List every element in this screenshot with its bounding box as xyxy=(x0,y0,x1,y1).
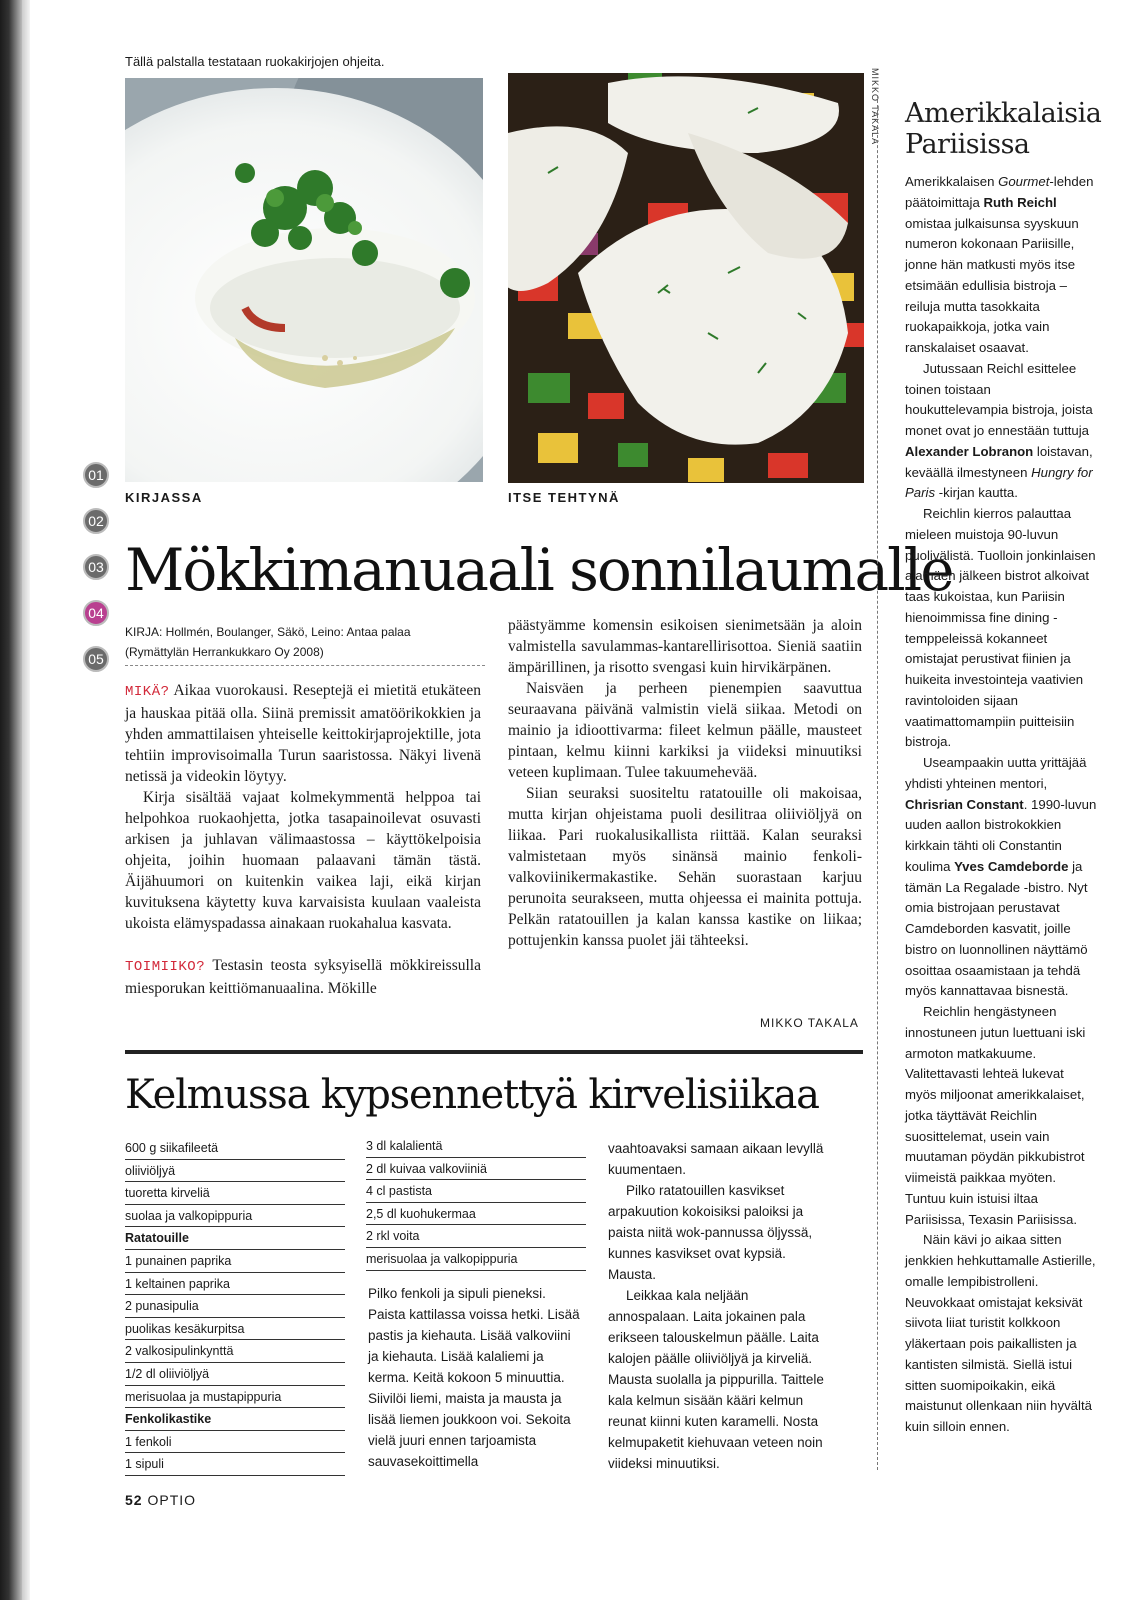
photo-book-dish-illustration xyxy=(125,78,483,482)
ingredient-subheading: Fenkolikastike xyxy=(125,1408,345,1431)
magazine-name: OPTIO xyxy=(147,1492,197,1508)
keyword-what: MIKÄ? xyxy=(125,684,170,700)
photo-book-dish xyxy=(125,78,483,482)
article-column-1 xyxy=(125,680,481,999)
photo-credit: MIKKO TAKALA xyxy=(870,68,880,146)
ingredient-item: puolikas kesäkurpitsa xyxy=(125,1318,345,1341)
ingredient-item: 2 rkl voita xyxy=(366,1225,586,1248)
recipe-method-text: Pilko ratatouillen kasvikset arpakuution kokoisiksi paloiksi ja paista niitä wok-pannussa öljyssä, kunnes kasvikset ovat kypsiä. Mausta. xyxy=(608,1183,813,1282)
article-paragraph-4: päästyämme komensin esikoisen sienimetsään ja aloin valmistella savulammas-kantarellirisottoa. Sieniä saatiin ämpärillinen, ja risotto svengasi kuin hirvikärpänen. xyxy=(508,617,862,676)
page-number: 52 xyxy=(125,1492,143,1508)
column-tagline: Tällä palstalla testataan ruokakirjojen ohjeita. xyxy=(125,54,385,69)
book-info-line2: (Rymättylän Herrankukkaro Oy 2008) xyxy=(125,645,324,659)
article-column-2 xyxy=(508,615,862,951)
section-label-book: KIRJASSA xyxy=(125,490,203,505)
article-paragraph-3: Testasin teosta syksyisellä mökkireissulla miesporukan keittiömanuaalina. Mökille xyxy=(125,957,481,997)
recipe-method-text: Pilko fenkoli ja sipuli pieneksi. Paista kattilassa voissa hetki. Lisää pastis ja kiehauta. Lisää valkoviini ja kiehauta. Lisää kalaliemi ja kerma. Keitä kokoon 5 minuuttia. Siivilöi liemi, maista ja mausta ja lisää liemen joukkoon voi. Sekoita vielä juuri ennen tarjoamista sauvasekoittimella xyxy=(368,1286,580,1469)
sidebar-title xyxy=(905,98,1101,160)
article-paragraph-2: Kirja sisältää vajaat kolmekymmentä helppoa tai helpohkoa ruokaohjetta, jotka tasapainoilevat osuvasti arkisen ja juhlavan välimaastossa – käyttökelpoisia ohjeita, joihin huomaan palaavani tämän tästä. Äijähuumori on kuitenkin vaikea laji, eikä kirjan kuvituksena käytetty kuva karvaisista kuulaan vaaleista ukoista elämyspadassa ainakaan ruokahalua kasvata. xyxy=(125,789,481,932)
issue-number-list xyxy=(83,462,109,692)
article-paragraph-6: Siian seuraksi suositeltu ratatouille oli makoisaa, mutta kirjan ohjeistama puoli desilitraa oliiviöljyä on liikaa. Pari ruokalusikallista riittää. Kalan seuraksi valmistetaan myös sinänsä mainio fenkoli-valkoviinikermakastike. Sehän suorastaan karjuu perunoita seurakseen, mutta ohjeessa ei mainita pottuja. Pelkän ratatouillen ja kalan kanssa kastike on liikaa; pottujenkin kanssa puolet jäi tähteeksi. xyxy=(508,785,862,949)
article-headline: Mökkimanuaali sonnilaumalle xyxy=(125,536,953,604)
recipe-method-text: Leikkaa kala neljään annospalaan. Laita jokainen pala erikseen talouskelmun päälle. Laita kalojen päälle oliiviöljyä ja kirveliä. Mausta suolalla ja pippurilla. Taittele kala kelmun sisään kääri kelmun reunat kiinni kuten karamelli. Nosta kelmupaketit kiehuvaan veteen noin viideksi minuutiksi. xyxy=(608,1288,824,1471)
ingredient-item: 2,5 dl kuohukermaa xyxy=(366,1203,586,1226)
ingredient-list-1 xyxy=(125,1137,345,1476)
ingredient-item: 2 dl kuivaa valkoviiniä xyxy=(366,1158,586,1181)
article-paragraph-5: Naisväen ja perheen pienempien saavuttua seuraavana päivänä valmistin vielä siikaa. Metodi on mainio ja idioottivarma: fileet kelmun päälle, mausteet pintaan, kelmu kiinni karkiksi ja viideksi minuutiksi veteen kuplimaan. Tulee takuumehevää. xyxy=(508,680,862,781)
ingredient-item: 600 g siikafileetä xyxy=(125,1137,345,1160)
ingredient-item: 2 valkosipulinkynttä xyxy=(125,1340,345,1363)
ingredient-item: tuoretta kirveliä xyxy=(125,1182,345,1205)
ingredient-item: oliiviöljyä xyxy=(125,1160,345,1183)
page-footer xyxy=(125,1492,196,1508)
article-author: MIKKO TAKALA xyxy=(760,1016,859,1030)
ingredient-item: merisuolaa ja mustapippuria xyxy=(125,1386,345,1409)
recipe-method-sauce xyxy=(368,1283,580,1472)
ingredient-item: merisuolaa ja valkopippuria xyxy=(366,1248,586,1271)
page-spine-shadow xyxy=(0,0,22,1600)
photo-homemade-dish xyxy=(508,73,864,483)
ingredient-item: 1 punainen paprika xyxy=(125,1250,345,1273)
issue-number-02: 02 xyxy=(83,508,109,534)
ingredient-subheading: Ratatouille xyxy=(125,1227,345,1250)
ingredient-item: 3 dl kalalientä xyxy=(366,1135,586,1158)
issue-number-01: 01 xyxy=(83,462,109,488)
ingredient-list-2 xyxy=(366,1135,586,1271)
ingredient-item: 1 keltainen paprika xyxy=(125,1273,345,1296)
sidebar-title-line1: Amerikkalaisia xyxy=(905,98,1102,129)
issue-number-05: 05 xyxy=(83,646,109,672)
recipe-title: Kelmussa kypsennettyä kirvelisiikaa xyxy=(125,1072,819,1118)
page-spine-highlight xyxy=(22,0,30,1600)
ingredient-item: 1/2 dl oliiviöljyä xyxy=(125,1363,345,1386)
sidebar-title-line2: Pariisissa xyxy=(905,129,1030,160)
keyword-does-it-work: TOIMIIKO? xyxy=(125,959,206,975)
book-info xyxy=(125,622,495,662)
ingredient-item: 4 cl pastista xyxy=(366,1180,586,1203)
ingredient-item: suolaa ja valkopippuria xyxy=(125,1205,345,1228)
section-label-homemade: ITSE TEHTYNÄ xyxy=(508,490,620,505)
issue-number-03: 03 xyxy=(83,554,109,580)
ingredient-item: 1 sipuli xyxy=(125,1453,345,1476)
photo-homemade-dish-illustration xyxy=(508,73,864,483)
ingredient-item: 2 punasipulia xyxy=(125,1295,345,1318)
sidebar-divider xyxy=(877,95,878,1470)
dashed-divider xyxy=(125,665,485,666)
issue-number-04-active: 04 xyxy=(83,600,109,626)
section-rule xyxy=(125,1050,863,1054)
ingredient-item: 1 fenkoli xyxy=(125,1431,345,1454)
article-paragraph-1: Aikaa vuorokausi. Reseptejä ei mietitä etukäteen ja hauskaa pitää olla. Siinä premissit amatöörikokkien ja yhden ammattilaisen yhteiselle keittokirjaprojektille, jota tehtiin improvisoimalla Turun saaristossa. Näkyi livenä netissä ja videokin löytyy. xyxy=(125,682,481,785)
recipe-method-fish xyxy=(608,1138,826,1474)
book-info-line1: KIRJA: Hollmén, Boulanger, Säkö, Leino: Antaa palaa xyxy=(125,625,411,639)
sidebar-body: Amerikkalaisen Gourmet-lehden päätoimittaja Ruth Reichl omistaa julkaisunsa syyskuun numeron kokonaan Pariisille, jonne hän matkusti myös itse etsimään edullisia bistroja – reiluja mutta tasokkaita ruokapaikkoja, jotka vain ranskalaiset osaavat. Jutussaan Reichl esittelee toinen toistaan houkuttelevampia bistroja, joista monet ovat jo ennestään tuttuja Alexander Lobranon loistavan, keväällä ilmestyneen Hungry for Paris -kirjan kautta. Reichlin kierros palauttaa mieleen muistoja 90-luvun puolivälistä. Tuolloin jonkinlaisen alamäen jälkeen bistrot alkoivat taas kukoistaa, kun Pariisin hienoimmissa fine dining -temppeleissä kokanneet omistajat perustivat fiinien ja huikeita investointeja vaativien ravintoloiden sijaan vaatimattomampiin puitteisiin bistroja. Useampaakin uutta yrittäjää yhdisti yhteinen mentori, Chrisrian Constant. 1990-luvun uuden aallon bistrokokkien kirkkain tähti oli Constantin koulima Yves Camdeborde ja tämän La Regalade -bistro. Nyt omia bistrojaan perustavat Camdeborden kasvatit, joille bistro on luonnollinen näyttämö osoittaa osaamistaan ja tehdä myös kannattavaa bisnestä. Reichlin hengästyneen innostuneen jutun luettuani iski armoton matkakuume. Valitettavasti lehteä lukevat myös miljoonat amerikkalaiset, jotka täyttävät Reichlin suosittelemat, usein vain muutaman pöydän pikkubistrot viimeistä paikkaa myöten. Tuntuu kuin istuisi iltaa Pariisissa, Texasin Pariisissa. Näin kävi jo aikaa sitten jenkkien hehkuttamalle Astierille, omalle lempibistrolleni. Neuvokkaat omistajat keksivät siivota liiat turistit kolkkoon yläkertaan pois paikallisten ja kantisten silmistä. Siellä istui sitten suomipoikakin, eikä maistunut ollenkaan niin hyvältä kuin silloin ennen. xyxy=(905,174,1097,1434)
recipe-method-text: vaahtoavaksi samaan aikaan levyllä kuumentaen. xyxy=(608,1141,824,1177)
